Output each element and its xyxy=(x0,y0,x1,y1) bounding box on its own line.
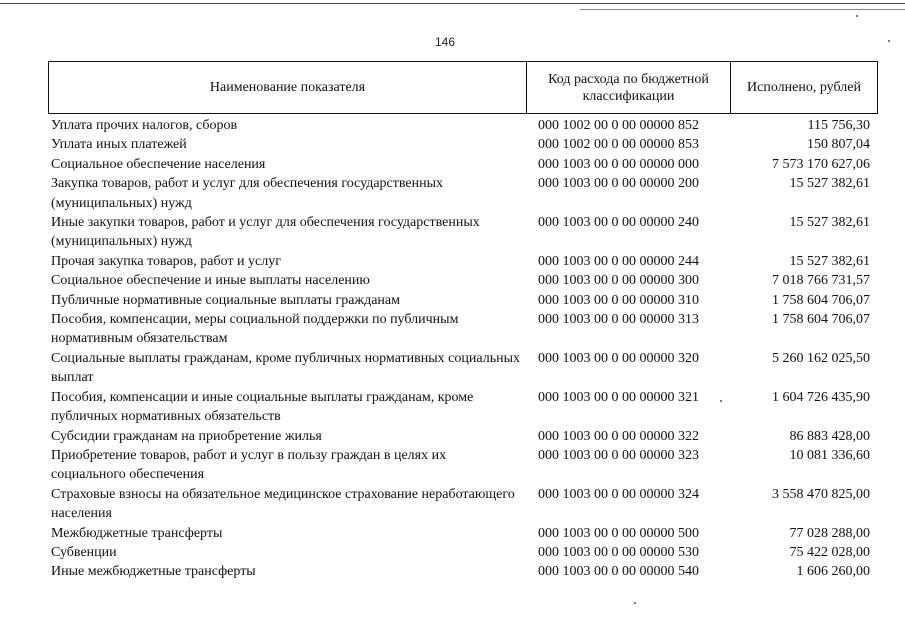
table-row xyxy=(48,213,878,252)
row-amount: 15 527 382,61 xyxy=(789,253,870,269)
table-row xyxy=(48,155,878,174)
page-number: 146 xyxy=(434,35,456,49)
row-amount: 1 758 604 706,07 xyxy=(772,312,870,328)
row-code: 000 1003 00 0 00 00000 500 xyxy=(538,525,699,541)
row-name: Страховые взносы на обязательное медицинское страхование неработающего населения xyxy=(51,486,515,522)
scan-speck xyxy=(634,602,636,604)
row-name: Иные закупки товаров, работ и услуг для обеспечения государственных (муниципальных) нужд xyxy=(51,215,480,250)
row-code: 000 1003 00 0 00 00000 200 xyxy=(538,176,699,192)
top-scan-rule-secondary xyxy=(580,9,905,10)
row-name: Публичные нормативные социальные выплаты гражданам xyxy=(51,292,400,308)
table-row xyxy=(48,174,878,213)
table-header xyxy=(48,61,878,114)
row-amount: 7 018 766 731,57 xyxy=(772,273,870,289)
row-name: Социальное обеспечение населения xyxy=(51,156,266,172)
table-row xyxy=(48,427,878,446)
row-name: Пособия, компенсации, меры социальной поддержки по публичным нормативным обязательствам xyxy=(51,312,459,347)
row-name: Прочая закупка товаров, работ и услуг xyxy=(51,253,281,269)
row-amount: 75 422 028,00 xyxy=(789,544,870,560)
row-name: Пособия, компенсации и иные социальные выплаты гражданам, кроме публичных нормативных обязательств xyxy=(51,389,474,425)
row-code: 000 1003 00 0 00 00000 310 xyxy=(538,292,699,308)
row-amount: 150 807,04 xyxy=(807,137,870,153)
header-budget-code: Код расхода по бюджетной классификации xyxy=(527,62,731,113)
header-executed-amount: Исполнено, рублей xyxy=(747,80,861,95)
row-amount: 3 558 470 825,00 xyxy=(772,486,870,502)
row-amount: 10 081 336,60 xyxy=(789,447,870,463)
row-code: 000 1003 00 0 00 00000 540 xyxy=(538,564,699,580)
row-amount: 115 756,30 xyxy=(807,118,870,133)
row-amount: 1 606 260,00 xyxy=(796,564,870,580)
row-name: Социальное обеспечение и иные выплаты населению xyxy=(51,273,370,289)
row-name: Уплата иных платежей xyxy=(51,137,187,153)
row-name: Иные межбюджетные трансферты xyxy=(51,564,256,580)
row-name: Закупка товаров, работ и услуг для обеспечения государственных (муниципальных) нужд xyxy=(51,176,444,211)
row-name: Уплата прочих налогов, сборов xyxy=(51,118,238,133)
row-code: 000 1003 00 0 00 00000 322 xyxy=(538,428,699,444)
scan-speck xyxy=(856,15,858,17)
table-row xyxy=(48,349,878,388)
row-code: 000 1003 00 0 00 00000 000 xyxy=(538,156,699,172)
table-row xyxy=(48,291,878,310)
row-name: Субсидии гражданам на приобретение жилья xyxy=(51,428,322,444)
row-name: Межбюджетные трансферты xyxy=(51,525,223,541)
table-row xyxy=(48,388,878,427)
row-amount: 15 527 382,61 xyxy=(789,176,870,192)
table-row xyxy=(48,271,878,290)
table-row xyxy=(48,135,878,154)
table-row xyxy=(48,543,878,562)
table-row xyxy=(48,485,878,524)
row-code: 000 1003 00 0 00 00000 320 xyxy=(538,350,699,366)
row-code: 000 1003 00 0 00 00000 300 xyxy=(538,273,699,289)
row-code: 000 1002 00 0 00 00000 853 xyxy=(538,137,699,153)
row-code: 000 1003 00 0 00 00000 244 xyxy=(538,253,699,269)
header-indicator-name: Наименование показателя xyxy=(49,62,527,113)
row-amount: 1 604 726 435,90 xyxy=(772,389,870,405)
row-name: Приобретение товаров, работ и услуг в пользу граждан в целях их социального обеспечения xyxy=(51,447,447,483)
table-body xyxy=(48,116,878,582)
row-amount: 5 260 162 025,50 xyxy=(772,350,870,366)
table-row xyxy=(48,524,878,543)
row-amount: 7 573 170 627,06 xyxy=(772,156,870,172)
row-code: 000 1003 00 0 00 00000 313 xyxy=(538,312,699,328)
table-row xyxy=(48,562,878,581)
row-code: 000 1003 00 0 00 00000 530 xyxy=(538,544,699,560)
table-row xyxy=(48,446,878,485)
row-amount: 15 527 382,61 xyxy=(789,215,870,231)
row-amount: 1 758 604 706,07 xyxy=(772,292,870,308)
top-scan-rule xyxy=(0,3,905,4)
row-code: 000 1003 00 0 00 00000 324 xyxy=(538,486,699,502)
row-code: 000 1003 00 0 00 00000 323 xyxy=(538,447,699,463)
row-amount: 77 028 288,00 xyxy=(789,525,870,541)
table-row xyxy=(48,310,878,349)
row-code: 000 1003 00 0 00 00000 321 xyxy=(538,389,699,405)
table-row xyxy=(48,252,878,271)
row-name: Социальные выплаты гражданам, кроме публичных нормативных социальных выплат xyxy=(51,350,520,386)
row-code: 000 1002 00 0 00 00000 852 xyxy=(538,118,699,133)
row-amount: 86 883 428,00 xyxy=(789,428,870,444)
table-row xyxy=(48,116,878,135)
row-code: 000 1003 00 0 00 00000 240 xyxy=(538,215,699,231)
row-name: Субвенции xyxy=(51,544,117,560)
